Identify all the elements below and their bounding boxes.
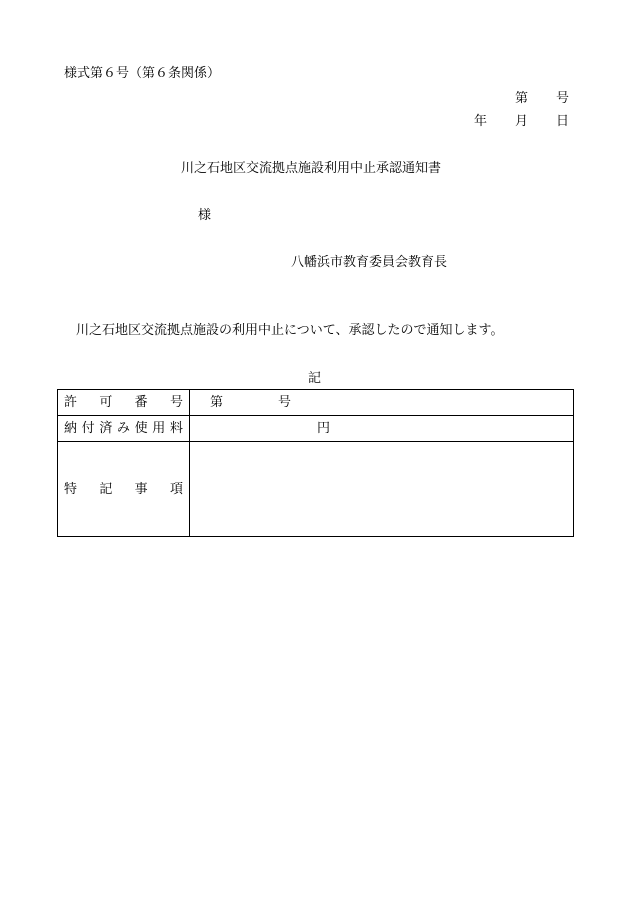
- date-month-label: 月: [515, 114, 529, 129]
- label-char: 用: [152, 421, 166, 436]
- label-char: 可: [99, 395, 113, 410]
- label-char: 許: [64, 395, 78, 410]
- label-char: 済: [99, 421, 113, 436]
- permit-number-suffix: 号: [278, 395, 292, 410]
- value-cell-permit-number: [190, 390, 574, 416]
- label-cell-paid-fee: [58, 416, 190, 442]
- label-char: 項: [169, 481, 183, 497]
- document-title: 川之石地区交流拠点施設利用中止承認通知書: [181, 161, 442, 176]
- label-char: 事: [134, 481, 148, 497]
- table-row-paid-fee: [58, 416, 574, 442]
- label-char: み: [116, 421, 130, 436]
- value-cell-paid-fee: [190, 416, 574, 442]
- label-char: 付: [81, 421, 95, 436]
- document-number-suffix: 号: [556, 91, 570, 106]
- ki-heading: 記: [308, 371, 322, 386]
- addressee-honorific: 様: [198, 208, 212, 223]
- table-row-remarks: [58, 442, 574, 537]
- issuer-name: 八幡浜市教育委員会教育長: [291, 255, 448, 270]
- label-char: 料: [169, 421, 183, 436]
- label-char: 号: [169, 395, 183, 410]
- date-year-label: 年: [474, 114, 488, 129]
- label-char: 納: [64, 421, 78, 436]
- document-number-label: 第: [515, 91, 529, 106]
- paid-fee-unit: 円: [317, 421, 331, 436]
- label-char: 番: [134, 395, 148, 410]
- permit-number-prefix: 第: [210, 395, 224, 410]
- label-cell-remarks: [58, 442, 190, 537]
- form-number: 様式第６号（第６条関係）: [64, 66, 221, 81]
- body-text: 川之石地区交流拠点施設の利用中止について、承認したので通知します。: [76, 323, 504, 338]
- label-char: 使: [134, 421, 148, 436]
- details-table: [57, 389, 574, 537]
- label-char: 記: [99, 481, 113, 497]
- value-cell-remarks: [190, 442, 574, 537]
- label-cell-permit-number: [58, 390, 190, 416]
- label-char: 特: [64, 481, 78, 497]
- date-day-label: 日: [556, 114, 570, 129]
- table-row-permit-number: [58, 390, 574, 416]
